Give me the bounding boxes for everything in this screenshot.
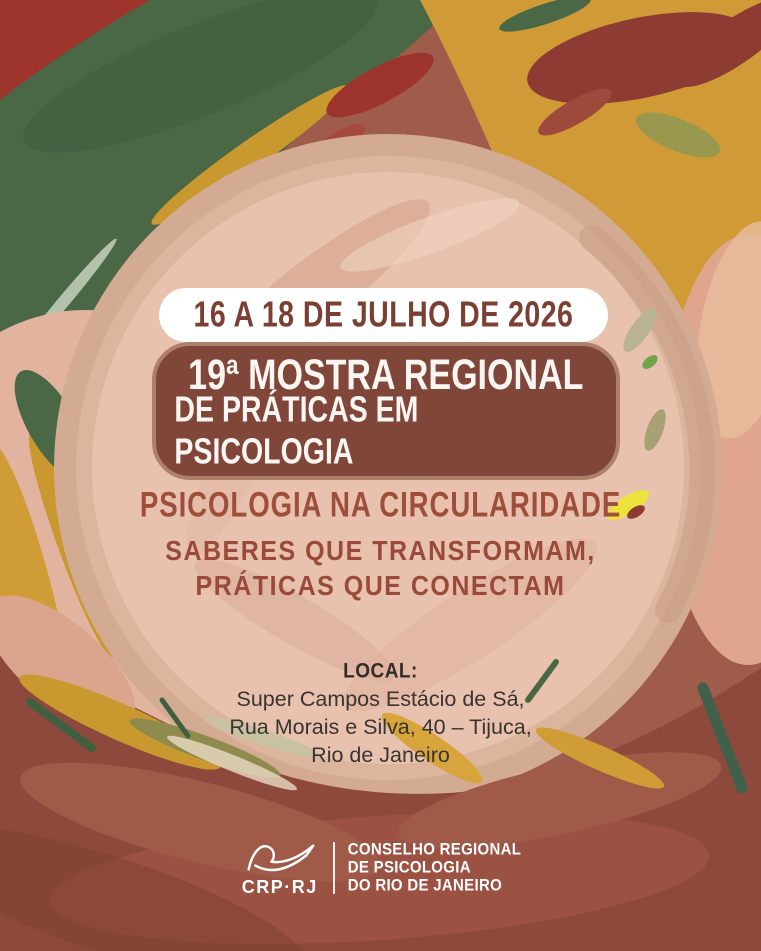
crp-rj-logo xyxy=(240,838,320,898)
footer-divider xyxy=(333,842,335,894)
address-line1: Super Campos Estácio de Sá, xyxy=(236,687,525,711)
title-box xyxy=(152,342,620,480)
poster-title-line2: DE PRÁTICAS EM PSICOLOGIA xyxy=(174,389,419,472)
theme-subtitle xyxy=(0,534,761,604)
date-badge xyxy=(159,288,608,342)
theme-subtitle-line2: PRÁTICAS QUE CONECTAM xyxy=(195,570,566,602)
date-badge-text: 16 A 18 DE JULHO DE 2026 xyxy=(193,294,574,335)
org-line1: CONSELHO REGIONAL xyxy=(347,840,522,859)
theme-title: PSICOLOGIA NA CIRCULARIDADE xyxy=(139,486,622,525)
poster-title-line1: 19ª MOSTRA REGIONAL xyxy=(188,350,584,399)
address-line2: Rua Morais e Silva, 40 – Tijuca, xyxy=(229,715,532,739)
org-line2: DE PSICOLOGIA xyxy=(347,858,471,877)
bird-wave-icon xyxy=(240,838,320,876)
location-address xyxy=(0,685,761,769)
crp-rj-acronym: CRP·RJ xyxy=(241,877,318,897)
address-line3: Rio de Janeiro xyxy=(311,743,450,767)
org-name xyxy=(348,841,521,895)
crp-rj-logo-lockup xyxy=(0,838,761,898)
theme-subtitle-line1: SABERES QUE TRANSFORMAM, xyxy=(165,535,596,567)
org-line3: DO RIO DE JANEIRO xyxy=(347,876,503,895)
location-label: LOCAL: xyxy=(343,659,418,683)
